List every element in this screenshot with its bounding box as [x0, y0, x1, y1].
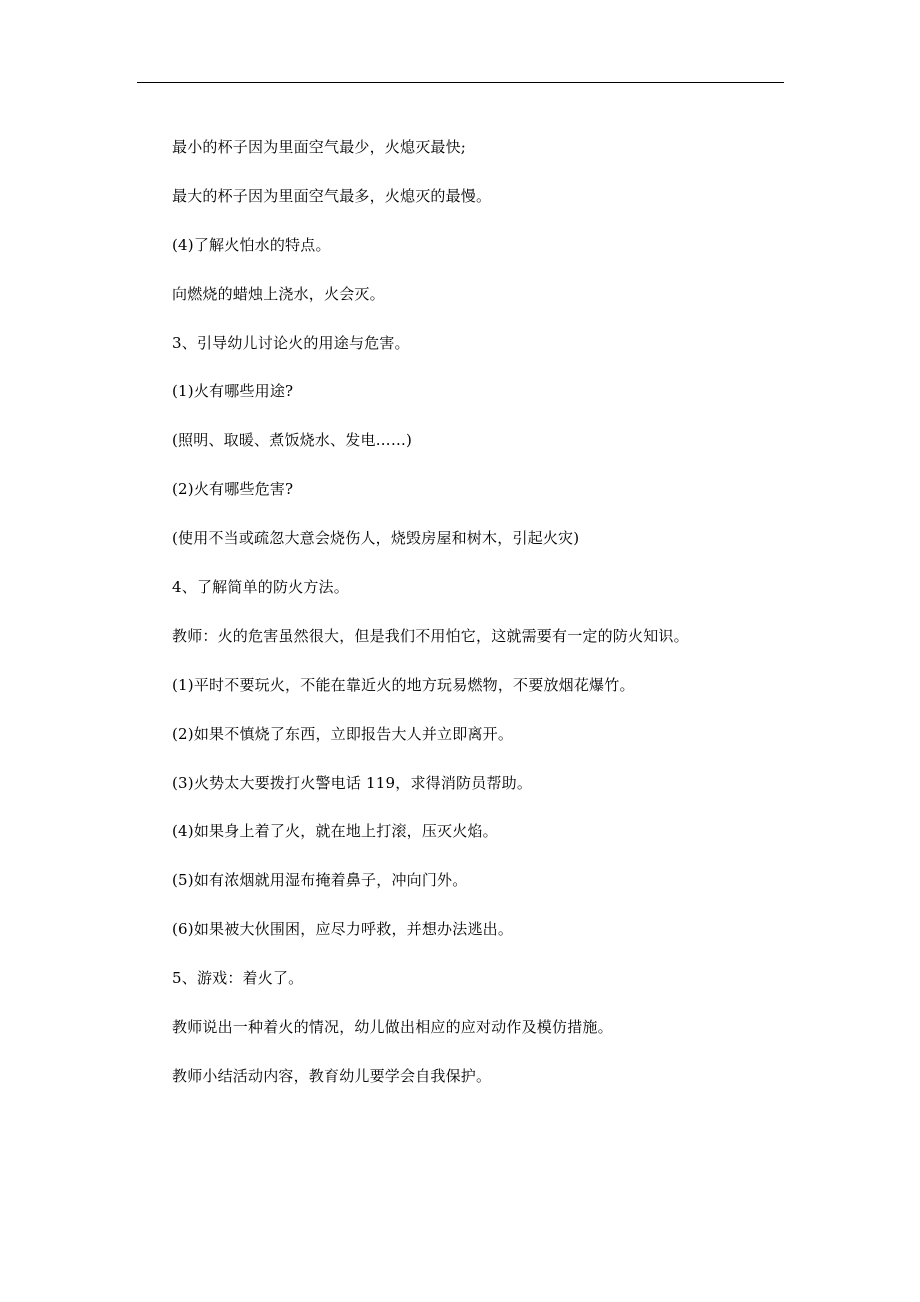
paragraph: (1)平时不要玩火，不能在靠近火的地方玩易燃物，不要放烟花爆竹。	[172, 675, 635, 694]
paragraph: (2)如果不慎烧了东西，立即报告大人并立即离开。	[172, 724, 514, 743]
section-heading: 5、游戏：着火了。	[172, 969, 304, 988]
paragraph: 最小的杯子因为里面空气最少，火熄灭最快;	[172, 138, 467, 156]
paragraph: (6)如果被大伙围困，应尽力呼救，并想办法逃出。	[172, 920, 514, 939]
section-heading: 3、引导幼儿讨论火的用途与危害。	[172, 333, 410, 352]
paragraph: (3)火势太大要拨打火警电话 119，求得消防员帮助。	[172, 773, 533, 792]
paragraph: 向燃烧的蜡烛上浇水，火会灭。	[172, 284, 385, 303]
header-rule	[137, 82, 784, 83]
paragraph: (4)如果身上着了火，就在地上打滚，压灭火焰。	[172, 822, 498, 841]
paragraph: 教师说出一种着火的情况，幼儿做出相应的应对动作及模仿措施。	[172, 1018, 613, 1037]
paragraph: 最大的杯子因为里面空气最多，火熄灭的最慢。	[172, 186, 492, 205]
paragraph: 教师：火的危害虽然很大，但是我们不用怕它，这就需要有一定的防火知识。	[172, 626, 689, 645]
section-heading: 4、了解简单的防火方法。	[172, 578, 349, 597]
paragraph: (照明、取暖、煮饭烧水、发电……)	[172, 431, 413, 450]
paragraph: (使用不当或疏忽大意会烧伤人，烧毁房屋和树木，引起火灾)	[172, 529, 580, 548]
paragraph: (4)了解火怕水的特点。	[172, 235, 331, 254]
document-body	[172, 136, 782, 1114]
paragraph: (1)火有哪些用途?	[172, 382, 294, 401]
paragraph: 教师小结活动内容，教育幼儿要学会自我保护。	[172, 1066, 492, 1085]
paragraph: (2)火有哪些危害?	[172, 480, 294, 499]
paragraph: (5)如有浓烟就用湿布掩着鼻子，冲向门外。	[172, 871, 468, 890]
